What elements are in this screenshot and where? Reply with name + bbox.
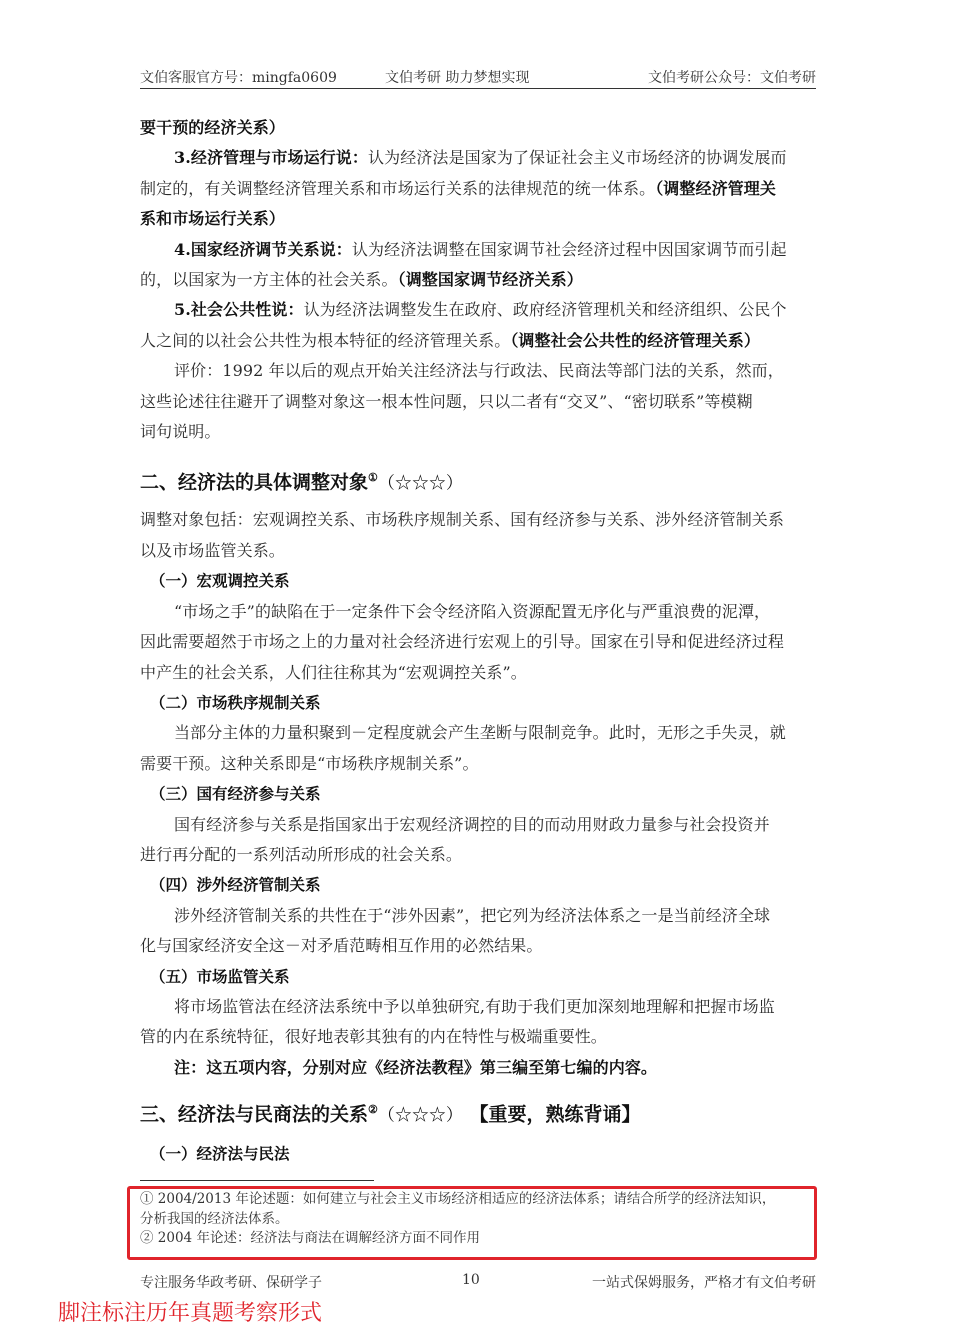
header-center: 文伯考研 助力梦想实现 [385, 70, 530, 86]
subsection-5-line-2: 管的内在系统特征，很好地表彰其独有的内在特性与极端重要性。 [140, 1027, 607, 1047]
subsection-3-heading: （三）国有经济参与关系 [150, 784, 321, 804]
theory-5-label: 5.社会公共性说： [174, 300, 304, 320]
subsection-1-line-3: 中产生的社会关系，人们往往称其为“宏观调控关系”。 [140, 662, 527, 682]
theory-3-line-1: 3.经济管理与市场运行说：认为经济法是国家为了保证社会主义市场经济的协调发展而 [174, 148, 787, 168]
theory-5-line-2: 人之间的以社会公共性为根本特征的经济管理关系。（调整社会公共性的经济管理关系） [140, 330, 760, 350]
theory-4-line-2: 的，以国家为一方主体的社会关系。（调整国家调节经济关系） [140, 270, 583, 290]
footnote-1-line-2: 分析我国的经济法体系。 [140, 1210, 289, 1227]
subsection-2-line-2: 需要干预。这种关系即是“市场秩序规制关系”。 [140, 753, 479, 773]
theory-4-line-1: 4.国家经济调节关系说：认为经济法调整在国家调节社会经济过程中因国家调节而引起 [174, 239, 787, 259]
section-2-heading: 二、经济法的具体调整对象①（☆☆☆） [140, 471, 463, 494]
subsection-5-line-1: 将市场监管法在经济法系统中予以单独研究,有助于我们更加深刻地理解和把握市场监 [174, 996, 775, 1016]
footnote-1-line-1: ① 2004/2013 年论述题：如何建立与社会主义市场经济相适应的经济法体系；请结合所学的经济法知识， [140, 1191, 776, 1207]
annotation-caption: 脚注标注历年真题考察形式 [58, 1301, 323, 1326]
subsection-1-line-2: 因此需要超然于市场之上的力量对社会经济进行宏观上的引导。国家在引导和促进经济过程 [140, 632, 785, 652]
section-2-intro-line-2: 以及市场监管关系。 [140, 540, 285, 560]
evaluation-line-2: 这些论述往往避开了调整对象这一根本性问题，只以二者有“交叉”、“密切联系”等模糊 [140, 391, 753, 411]
footnotes [140, 1190, 810, 1249]
footnote-separator [140, 1180, 374, 1181]
theory-3-label: 3.经济管理与市场运行说： [174, 148, 369, 168]
subsection-2-heading: （二）市场秩序规制关系 [150, 692, 321, 712]
page-header [140, 64, 816, 89]
subsection-3-line-1: 国有经济参与关系是指国家出于宏观经济调控的目的而动用财政力量参与社会投资并 [174, 814, 770, 834]
importance-stars: （☆☆☆） [377, 473, 463, 494]
section-3-subsection-1-heading: （一）经济法与民法 [150, 1144, 290, 1164]
importance-tag: 【重要，熟练背诵】 [469, 1103, 641, 1126]
theory-3-line-2: 制定的，有关调整经济管理关系和市场运行关系的法律规范的统一体系。（调整经济管理关 [140, 178, 777, 198]
subsection-4-line-2: 化与国家经济安全这－对矛盾范畴相互作用的必然结果。 [140, 936, 543, 956]
footnote-ref-2: ② [368, 1103, 378, 1117]
section-3-heading: 三、经济法与民商法的关系②（☆☆☆） 【重要，熟练背诵】 [140, 1103, 641, 1126]
continued-line: 要干预的经济关系） [140, 118, 285, 137]
theory-4-label: 4.国家经济调节关系说： [174, 239, 352, 259]
page-number: 10 [462, 1272, 480, 1288]
page-body [140, 113, 816, 1170]
subsection-3-line-2: 进行再分配的一系列活动所形成的社会关系。 [140, 844, 463, 864]
evaluation-line-3: 词句说明。 [140, 422, 221, 442]
subsection-1-heading: （一）宏观调控关系 [150, 571, 290, 591]
importance-stars: （☆☆☆） [377, 1105, 463, 1126]
evaluation-line-1: 评价：1992 年以后的观点开始关注经济法与行政法、民商法等部门法的关系，然而， [174, 361, 784, 381]
footnote-2: ② 2004 年论述：经济法与商法在调解经济方面不同作用 [140, 1230, 480, 1246]
section-2-note: 注：这五项内容，分别对应《经济法教程》第三编至第七编的内容。 [174, 1057, 658, 1077]
footer-right: 一站式保姆服务，严格才有文伯考研 [592, 1275, 816, 1291]
section-2-intro-line-1: 调整对象包括：宏观调控关系、市场秩序规制关系、国有经济参与关系、涉外经济管制关系 [140, 510, 785, 530]
header-left: 文伯客服官方号：mingfa0609 [140, 70, 337, 86]
subsection-4-line-1: 涉外经济管制关系的共性在于“涉外因素”，把它列为经济法体系之一是当前经济全球 [174, 905, 771, 925]
header-right: 文伯考研公众号：文伯考研 [648, 70, 816, 86]
subsection-4-heading: （四）涉外经济管制关系 [150, 875, 321, 895]
subsection-5-heading: （五）市场监管关系 [150, 966, 290, 986]
theory-5-line-1: 5.社会公共性说：认为经济法调整发生在政府、政府经济管理机关和经济组织、公民个 [174, 300, 787, 320]
theory-3-line-3: 系和市场运行关系） [140, 209, 285, 229]
subsection-1-line-1: “市场之手”的缺陷在于一定条件下会令经济陷入资源配置无序化与严重浪费的泥潭， [174, 601, 771, 621]
footer-left: 专注服务华政考研、保研学子 [140, 1275, 322, 1291]
footnote-ref-1: ① [368, 471, 378, 485]
subsection-2-line-1: 当部分主体的力量积聚到－定程度就会产生垄断与限制竞争。此时，无形之手失灵，就 [174, 723, 786, 743]
